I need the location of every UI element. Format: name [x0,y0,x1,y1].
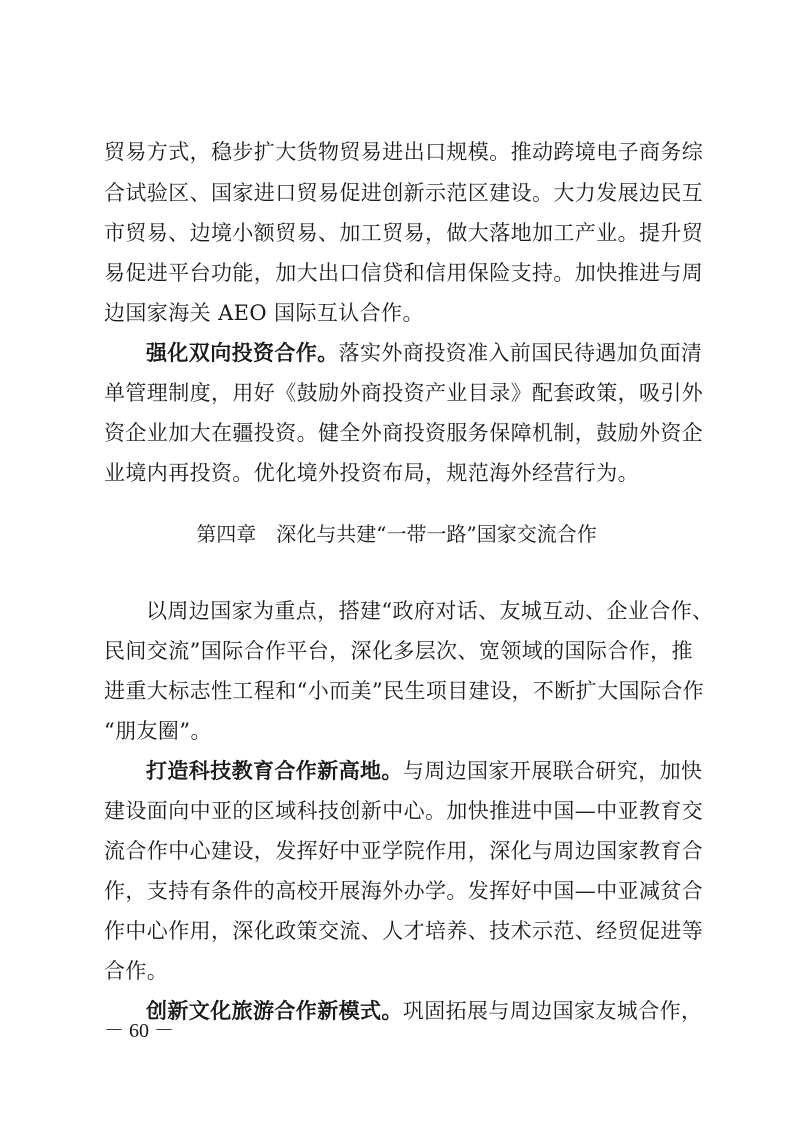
paragraph-heading: 创新文化旅游合作新模式。 [146,998,403,1023]
text-line: 易促进平台功能，加大出口信贷和信用保险支持。加快推进与周 [104,261,704,285]
text-line: 单管理制度，用好《鼓励外商投资产业目录》配套政策，吸引外 [104,381,704,405]
paragraph-heading: 打造科技教育合作新高地。 [146,758,403,783]
text-line [146,997,702,1025]
text-line: 民间交流”国际合作平台，深化多层次、宽领域的国际合作，推 [104,639,693,663]
paragraph-heading: 强化双向投资合作。 [146,340,339,365]
text-line: 合作。 [104,959,169,983]
text-line: 合试验区、国家进口贸易促进创新示范区建设。大力发展边民互 [104,181,704,205]
text-line: 流合作中心建设，发挥好中亚学院作用，深化与周边国家教育合 [104,839,704,863]
text-line: 作，支持有条件的高校开展海外办学。发挥好中国—中亚减贫合 [104,879,704,903]
paragraph-text: 落实外商投资准入前国民待遇加负面清 [338,341,703,365]
chapter-title: 第四章 深化与共建“一带一路”国家交流合作 [196,522,597,546]
text-line: 边国家海关 AEO 国际互认合作。 [104,301,424,325]
text-line: 资企业加大在疆投资。健全外商投资服务保障机制，鼓励外资企 [104,421,704,445]
text-line [146,757,702,785]
text-line: 以周边国家为重点，搭建“政府对话、友城互动、企业合作、 [146,599,714,623]
text-line [146,339,702,367]
text-line: 进重大标志性工程和“小而美”民生项目建设，不断扩大国际合作 [104,679,705,703]
text-line: 市贸易、边境小额贸易、加工贸易，做大落地加工产业。提升贸 [104,221,704,245]
paragraph-text: 与周边国家开展联合研究，加快 [402,759,703,783]
text-line: 建设面向中亚的区域科技创新中心。加快推进中国—中亚教育交 [104,799,704,823]
paragraph-text: 巩固拓展与周边国家友城合作， [402,999,703,1023]
text-line: 作中心作用，深化政策交流、人才培养、技术示范、经贸促进等 [104,919,704,943]
text-line: 业境内再投资。优化境外投资布局，规范海外经营行为。 [104,461,639,485]
page-number: － 60 － [104,1020,174,1042]
text-line: 贸易方式，稳步扩大货物贸易进出口规模。推动跨境电子商务综 [104,140,704,164]
text-line: “朋友圈”。 [104,719,212,743]
